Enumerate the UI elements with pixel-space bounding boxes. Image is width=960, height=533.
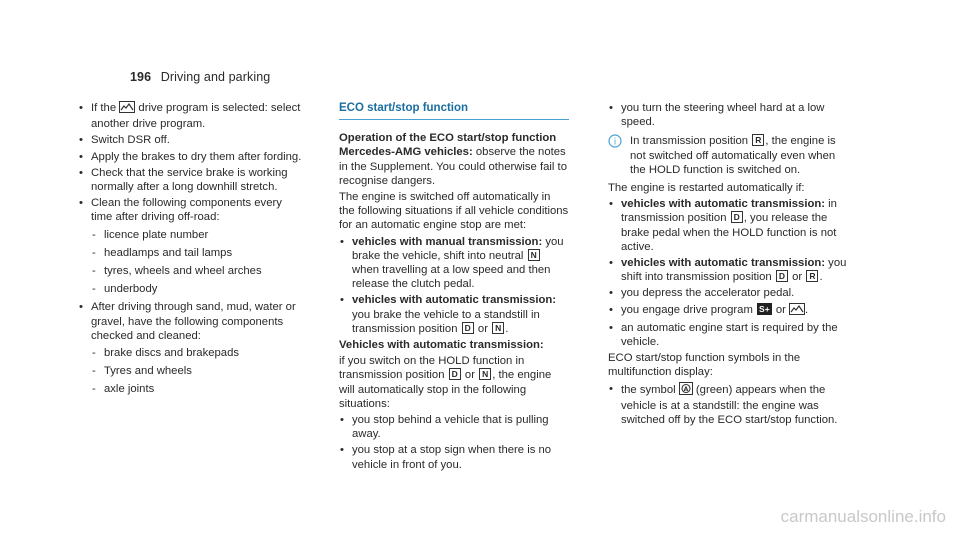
list-item: • vehicles with automatic transmission: in transmission position D , you release the brake pedal when the HOLD function is not active.: [608, 197, 848, 254]
info-note: i In transmission position R , the engine is not switched off automatically even when the HOLD function is switched on.: [608, 134, 848, 177]
list-item: • vehicles with automatic transmission: you brake the vehicle to a standstill in transmission position D or N .: [339, 293, 569, 336]
watermark: carmanualsonline.info: [780, 507, 946, 526]
list-item: • vehicles with manual transmission: you brake the vehicle, shift into neutral N when travelling at a low speed and then release the clutch pedal.: [339, 235, 569, 292]
list-item: • Apply the brakes to dry them after fording.: [78, 150, 302, 164]
auto-stop-list: [339, 235, 569, 336]
symbols-paragraph: ECO start/stop function symbols in the multifunction display:: [608, 352, 801, 379]
offroad-list: [78, 101, 302, 397]
list-item: • you stop at a stop sign when there is no vehicle in front of you.: [339, 443, 569, 471]
info-icon: [608, 134, 622, 152]
restart-paragraph: The engine is restarted automatically if:: [608, 182, 805, 195]
gear-n-key: N: [492, 322, 504, 334]
list-item: • you turn the steering wheel hard at a low speed.: [608, 101, 848, 129]
auto-stop-paragraph: The engine is switched off automatically in the following situations if all vehicle conditions for an automatic engine stop are met:: [339, 191, 569, 232]
gear-d-key: D: [462, 322, 474, 334]
sub-list-item: - Tyres and wheels: [91, 364, 302, 378]
list-item: • If the drive program is selected: select another drive program.: [78, 101, 302, 131]
restart-list: [608, 197, 848, 349]
gear-d-key: D: [776, 270, 788, 282]
column-3: [608, 101, 848, 429]
list-item: • After driving through sand, mud, water or gravel, have the following components checked and cleaned: - brake discs and brakepads - Tyres and wheels - axle joints: [78, 300, 302, 396]
page-header: [130, 70, 270, 84]
svg-text:i: i: [613, 137, 617, 148]
hold-paragraph: if you switch on the HOLD function in transmission position D or N , the engine will automatically stop in the following situations:: [339, 355, 552, 410]
list-item: • vehicles with automatic transmission: you shift into transmission position D or R .: [608, 256, 848, 284]
gear-d-key: D: [449, 368, 461, 380]
column-2: [339, 101, 569, 474]
gear-r-key: R: [752, 134, 764, 146]
sport-plus-icon: S+: [759, 303, 770, 314]
sub-list-item: - underbody: [91, 282, 302, 296]
offroad-drive-program-icon: [119, 101, 135, 117]
list-item: • you depress the accelerator pedal.: [608, 286, 848, 300]
sub-list-item: - tyres, wheels and wheel arches: [91, 264, 302, 278]
eco-start-stop-icon: [679, 382, 693, 399]
list-item: • Clean the following components every time after driving off-road: - licence plate number - headlamps and tail lamps - tyres, wheels and wheel arches - underbody: [78, 196, 302, 296]
list-item: • Switch DSR off.: [78, 133, 302, 147]
section-title: Driving and parking: [160, 70, 271, 84]
subheading-automatic: Vehicles with automatic transmission:: [339, 339, 544, 352]
sub-list-item: - headlamps and tail lamps: [91, 246, 302, 260]
sub-list-item: - brake discs and brakepads: [91, 346, 302, 360]
symbols-list: [608, 382, 848, 428]
gear-n-key: N: [479, 368, 491, 380]
gear-n-key: N: [528, 249, 540, 261]
eco-section-title: ECO start/stop function: [339, 101, 569, 120]
list-item: • an automatic engine start is required by the vehicle.: [608, 321, 848, 349]
gear-d-key: D: [731, 211, 743, 223]
list-item: • the symbol A (green) appears when the vehicle is at a standstill: the engine was switched off by the ECO start/stop function.: [608, 382, 848, 428]
sub-list-item: - axle joints: [91, 382, 302, 396]
page-number: 196: [130, 70, 152, 84]
list-item: • you engage drive program S+ or .: [608, 303, 848, 319]
hold-list: [339, 413, 569, 472]
gear-r-key: R: [806, 270, 818, 282]
sub-list-item: - licence plate number: [91, 228, 302, 242]
list-item: • you stop behind a vehicle that is pulling away.: [339, 413, 569, 441]
operation-paragraph: Operation of the ECO start/stop function Mercedes-AMG vehicles: observe the notes in the Supplement. You could otherwise fail to recognise dangers.: [339, 132, 567, 187]
svg-text:A: A: [683, 385, 689, 393]
list-item: • Check that the service brake is working normally after a long downhill stretch.: [78, 166, 302, 194]
column-1: [78, 101, 302, 401]
offroad-drive-program-icon: [789, 303, 805, 319]
